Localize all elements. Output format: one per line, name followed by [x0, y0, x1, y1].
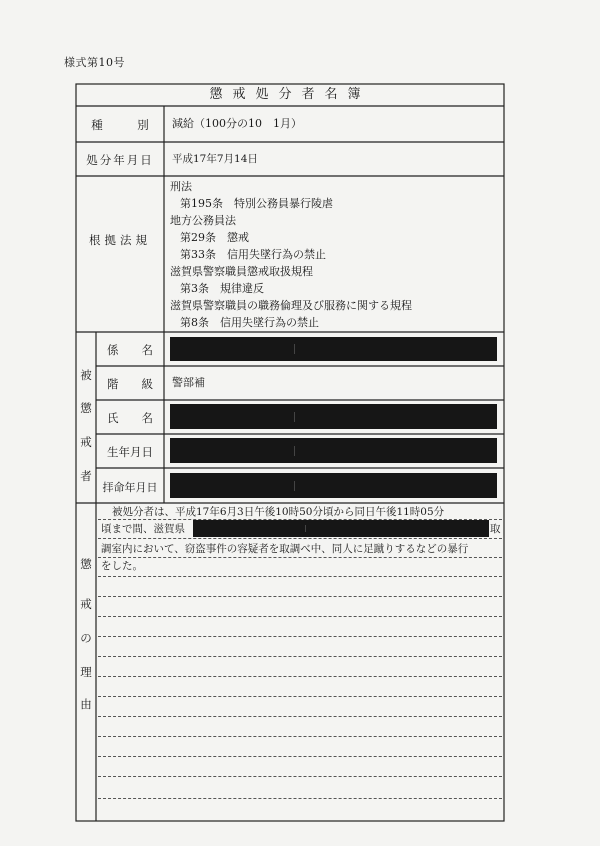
subject-label-char: 被 — [80, 368, 92, 382]
subject-label-char: 者 — [80, 469, 92, 483]
reason-line: 取 — [490, 523, 501, 535]
reason-label-char: 戒 — [80, 597, 92, 611]
basis-line: 地方公務員法 — [170, 214, 236, 227]
basis-label: 根拠法規 — [89, 233, 151, 247]
type-label: 種 別 — [91, 118, 149, 132]
basis-line: 第195条 特別公務員暴行陵虐 — [180, 197, 333, 210]
ruled-line — [98, 519, 502, 520]
reason-label-char: の — [80, 631, 92, 645]
type-value: 減給（100分の10 1月） — [172, 117, 302, 130]
ruled-line — [98, 538, 502, 539]
reason-line: 頃まで間、滋賀県 — [101, 523, 185, 535]
basis-line: 滋賀県警察職員の職務倫理及び服務に関する規程 — [170, 299, 412, 312]
ruled-line — [98, 696, 502, 697]
reason-line: をした。 — [101, 560, 143, 572]
department-label: 係 名 — [107, 343, 153, 357]
basis-line: 第33条 信用失墜行為の禁止 — [180, 248, 326, 261]
rank-value: 警部補 — [172, 376, 205, 389]
ruled-line — [98, 798, 502, 799]
reason-label-char: 懲 — [80, 557, 92, 571]
ruled-line — [98, 596, 502, 597]
subject-label-char: 戒 — [80, 435, 92, 449]
redacted-name — [170, 404, 497, 429]
redacted-appointment-date — [170, 473, 497, 498]
subject-label-char: 懲 — [80, 401, 92, 415]
ruled-line — [98, 676, 502, 677]
rank-label: 階 級 — [107, 377, 153, 391]
reason-label-char: 由 — [80, 697, 92, 711]
ruled-line — [98, 716, 502, 717]
ruled-line — [98, 776, 502, 777]
basis-line: 第3条 規律違反 — [180, 282, 264, 295]
ruled-line — [98, 736, 502, 737]
ruled-line — [98, 656, 502, 657]
ruled-line — [98, 636, 502, 637]
reason-line: 調室内において、窃盗事件の容疑者を取調べ中、同人に足蹴りするなどの暴行 — [101, 543, 469, 555]
name-label: 氏 名 — [107, 411, 153, 425]
form-number: 様式第10号 — [64, 56, 125, 69]
document-title: 懲戒処分者名簿 — [209, 87, 371, 102]
date-label: 処分年月日 — [86, 153, 154, 167]
basis-line: 滋賀県警察職員懲戒取扱規程 — [170, 265, 313, 278]
redacted-department — [170, 337, 497, 361]
basis-line: 刑法 — [170, 180, 192, 193]
basis-line: 第29条 懲戒 — [180, 231, 249, 244]
ruled-line — [98, 557, 502, 558]
reason-label-char: 理 — [80, 665, 92, 679]
ruled-line — [98, 756, 502, 757]
ruled-line — [98, 576, 502, 577]
date-value: 平成17年7月14日 — [172, 153, 258, 165]
appointment-date-label: 拝命年月日 — [102, 481, 158, 494]
redacted-location — [193, 520, 489, 537]
basis-line: 第8条 信用失墜行為の禁止 — [180, 316, 319, 329]
reason-line: 被処分者は、平成17年6月3日午後10時50分頃から同日午後11時05分 — [112, 506, 445, 518]
birth-date-label: 生年月日 — [107, 445, 153, 459]
ruled-line — [98, 616, 502, 617]
redacted-birth-date — [170, 438, 497, 463]
